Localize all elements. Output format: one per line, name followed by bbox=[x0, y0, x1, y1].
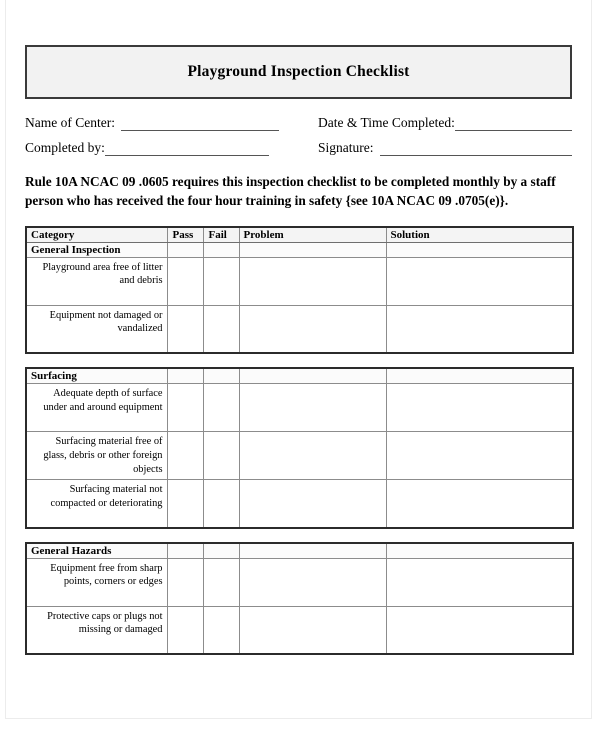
section-cell-problem bbox=[239, 543, 386, 559]
cell-pass[interactable] bbox=[167, 558, 203, 606]
cell-fail[interactable] bbox=[203, 480, 239, 528]
cell-problem[interactable] bbox=[239, 480, 386, 528]
column-header-problem: Problem bbox=[239, 227, 386, 243]
form-row-2 bbox=[25, 140, 572, 156]
table-row bbox=[26, 305, 573, 353]
section-header-row bbox=[26, 368, 573, 384]
form-row-1 bbox=[25, 115, 572, 131]
cell-fail[interactable] bbox=[203, 257, 239, 305]
cell-solution[interactable] bbox=[386, 558, 573, 606]
section-cell-solution bbox=[386, 543, 573, 559]
cell-fail[interactable] bbox=[203, 384, 239, 432]
cell-problem[interactable] bbox=[239, 432, 386, 480]
column-header-solution: Solution bbox=[386, 227, 573, 243]
column-header-pass: Pass bbox=[167, 227, 203, 243]
checklist-table-general-inspection bbox=[25, 226, 574, 355]
table-row bbox=[26, 257, 573, 305]
section-cell-problem bbox=[239, 368, 386, 384]
cell-pass[interactable] bbox=[167, 606, 203, 654]
section-title-general-hazards: General Hazards bbox=[26, 543, 167, 559]
section-cell-fail bbox=[203, 368, 239, 384]
cell-solution[interactable] bbox=[386, 305, 573, 353]
column-header-category: Category bbox=[26, 227, 167, 243]
item-label: Surfacing material not compacted or deteriorating bbox=[26, 480, 167, 528]
date-time-completed-input[interactable] bbox=[455, 118, 572, 131]
completed-by-label: Completed by: bbox=[25, 140, 105, 155]
field-signature bbox=[318, 140, 572, 156]
cell-solution[interactable] bbox=[386, 384, 573, 432]
cell-pass[interactable] bbox=[167, 257, 203, 305]
item-label: Equipment free from sharp points, corners or edges bbox=[26, 558, 167, 606]
cell-pass[interactable] bbox=[167, 305, 203, 353]
rule-notice-text: Rule 10A NCAC 09 .0605 requires this inspection checklist to be completed monthly by a staff person who has received the four hour training in safety {see 10A NCAC 09 .0705(e)}. bbox=[25, 174, 556, 208]
table-row bbox=[26, 432, 573, 480]
item-label: Adequate depth of surface under and around equipment bbox=[26, 384, 167, 432]
section-cell-fail bbox=[203, 242, 239, 257]
item-label: Equipment not damaged or vandalized bbox=[26, 305, 167, 353]
cell-problem[interactable] bbox=[239, 305, 386, 353]
cell-problem[interactable] bbox=[239, 257, 386, 305]
completed-by-input[interactable] bbox=[105, 143, 269, 156]
cell-solution[interactable] bbox=[386, 606, 573, 654]
field-name-of-center bbox=[25, 115, 318, 131]
cell-solution[interactable] bbox=[386, 257, 573, 305]
signature-label: Signature: bbox=[318, 140, 374, 155]
name-of-center-input[interactable] bbox=[121, 118, 279, 131]
section-title-surfacing: Surfacing bbox=[26, 368, 167, 384]
field-completed-by bbox=[25, 140, 318, 156]
item-label: Protective caps or plugs not missing or damaged bbox=[26, 606, 167, 654]
cell-pass[interactable] bbox=[167, 384, 203, 432]
cell-fail[interactable] bbox=[203, 432, 239, 480]
table-header-row bbox=[26, 227, 573, 243]
date-time-completed-label: Date & Time Completed: bbox=[318, 115, 455, 130]
item-label: Surfacing material free of glass, debris or other foreign objects bbox=[26, 432, 167, 480]
cell-solution[interactable] bbox=[386, 432, 573, 480]
table-row bbox=[26, 558, 573, 606]
section-cell-problem bbox=[239, 242, 386, 257]
cell-solution[interactable] bbox=[386, 480, 573, 528]
column-header-fail: Fail bbox=[203, 227, 239, 243]
section-cell-pass bbox=[167, 242, 203, 257]
section-title-general-inspection: General Inspection bbox=[26, 242, 167, 257]
cell-problem[interactable] bbox=[239, 558, 386, 606]
table-row bbox=[26, 480, 573, 528]
document-title-banner bbox=[25, 45, 572, 99]
page-title: Playground Inspection Checklist bbox=[187, 63, 410, 80]
signature-input[interactable] bbox=[380, 143, 573, 156]
cell-fail[interactable] bbox=[203, 558, 239, 606]
section-header-row bbox=[26, 543, 573, 559]
table-row bbox=[26, 606, 573, 654]
cell-pass[interactable] bbox=[167, 480, 203, 528]
section-cell-pass bbox=[167, 543, 203, 559]
cell-problem[interactable] bbox=[239, 606, 386, 654]
table-row bbox=[26, 384, 573, 432]
cell-fail[interactable] bbox=[203, 606, 239, 654]
document-content bbox=[25, 0, 572, 655]
item-label: Playground area free of litter and debris bbox=[26, 257, 167, 305]
section-cell-pass bbox=[167, 368, 203, 384]
checklist-table-surfacing bbox=[25, 367, 574, 529]
section-cell-fail bbox=[203, 543, 239, 559]
form-fields bbox=[25, 115, 572, 156]
cell-problem[interactable] bbox=[239, 384, 386, 432]
checklist-table-general-hazards bbox=[25, 542, 574, 656]
section-cell-solution bbox=[386, 242, 573, 257]
cell-pass[interactable] bbox=[167, 432, 203, 480]
section-header-row bbox=[26, 242, 573, 257]
cell-fail[interactable] bbox=[203, 305, 239, 353]
field-date-time-completed bbox=[318, 115, 572, 131]
section-cell-solution bbox=[386, 368, 573, 384]
name-of-center-label: Name of Center: bbox=[25, 115, 115, 130]
